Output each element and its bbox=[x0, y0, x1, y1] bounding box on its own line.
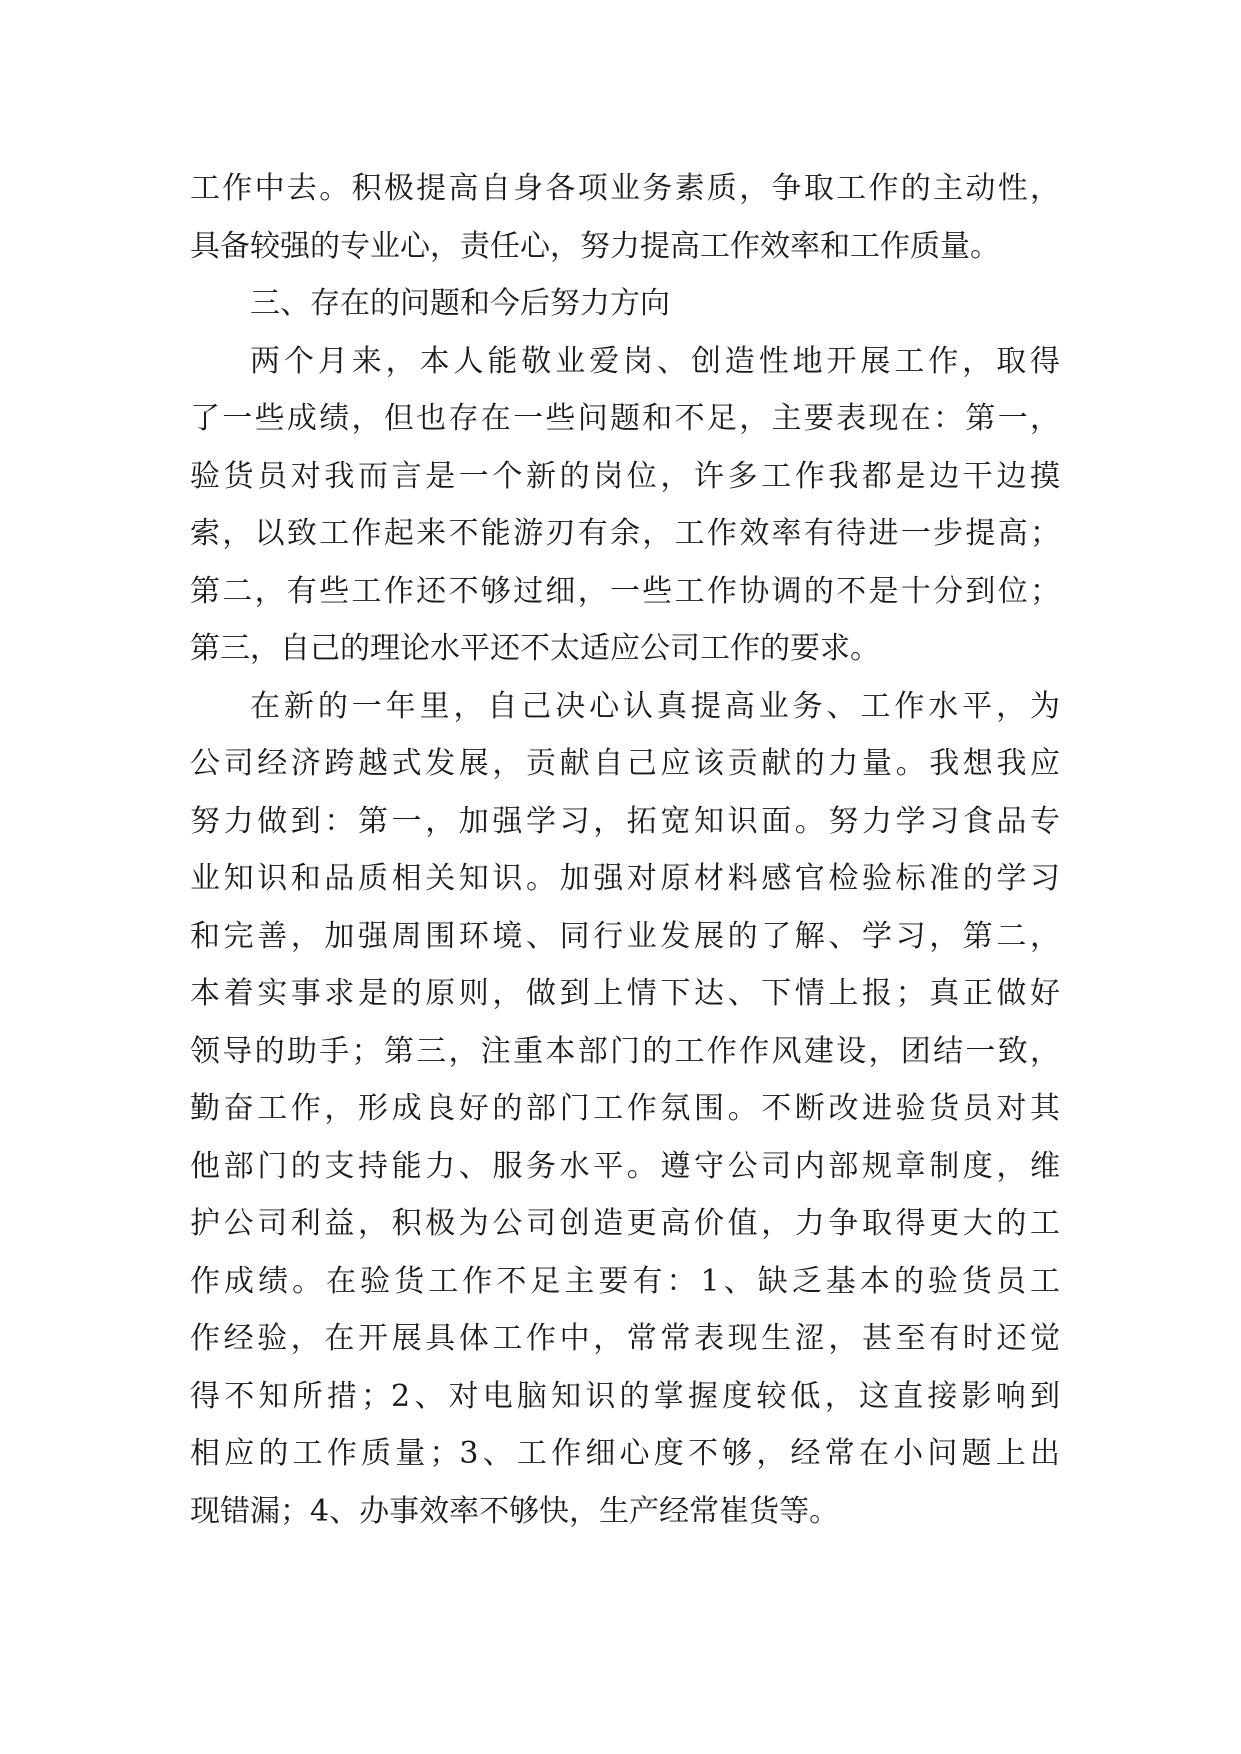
text-line: 了一些成绩，但也存在一些问题和不足，主要表现在：第一， bbox=[190, 401, 1060, 436]
text-line: 索，以致工作起来不能游刃有余，工作效率有待进一步提高； bbox=[190, 516, 1060, 551]
body-text bbox=[190, 160, 1060, 1540]
text-line: 相应的工作质量；3、工作细心度不够，经常在小问题上出 bbox=[190, 1436, 1060, 1471]
text-line: 现错漏；4、办事效率不够快，生产经常崔货等。 bbox=[190, 1493, 840, 1529]
text-line: 在新的一年里，自己决心认真提高业务、工作水平，为 bbox=[250, 688, 1060, 724]
text-line: 和完善，加强周围环境、同行业发展的了解、学习，第二， bbox=[190, 918, 1060, 954]
text-line: 努力做到：第一，加强学习，拓宽知识面。努力学习食品专 bbox=[190, 803, 1060, 839]
text-line: 具备较强的专业心，责任心，努力提高工作效率和工作质量。 bbox=[190, 228, 1000, 264]
text-line: 作经验，在开展具体工作中，常常表现生涩，甚至有时还觉 bbox=[190, 1321, 1060, 1356]
text-line: 勤奋工作，形成良好的部门工作氛围。不断改进验货员对其 bbox=[190, 1091, 1060, 1126]
text-line: 作成绩。在验货工作不足主要有：1、缺乏基本的验货员工 bbox=[190, 1263, 1060, 1299]
text-line: 两个月来，本人能敬业爱岗、创造性地开展工作，取得 bbox=[250, 343, 1060, 379]
text-line: 本着实事求是的原则，做到上情下达、下情上报；真正做好 bbox=[190, 976, 1060, 1011]
section-heading: 三、存在的问题和今后努力方向 bbox=[250, 286, 670, 321]
text-line: 护公司利益，积极为公司创造更高价值，力争取得更大的工 bbox=[190, 1206, 1060, 1241]
text-line: 他部门的支持能力、服务水平。遵守公司内部规章制度，维 bbox=[190, 1148, 1060, 1184]
text-line: 验货员对我而言是一个新的岗位，许多工作我都是边干边摸 bbox=[190, 458, 1060, 494]
text-line: 得不知所措；2、对电脑知识的掌握度较低，这直接影响到 bbox=[190, 1378, 1060, 1414]
text-line: 公司经济跨越式发展，贡献自己应该贡献的力量。我想我应 bbox=[190, 746, 1060, 781]
text-line: 第二，有些工作还不够过细，一些工作协调的不是十分到位； bbox=[190, 573, 1060, 609]
text-line: 领导的助手；第三，注重本部门的工作作风建设，团结一致， bbox=[190, 1033, 1060, 1069]
text-line: 第三，自己的理论水平还不太适应公司工作的要求。 bbox=[190, 631, 880, 666]
text-line: 业知识和品质相关知识。加强对原材料感官检验标准的学习 bbox=[190, 861, 1060, 896]
text-line: 工作中去。积极提高自身各项业务素质，争取工作的主动性， bbox=[190, 171, 1060, 206]
